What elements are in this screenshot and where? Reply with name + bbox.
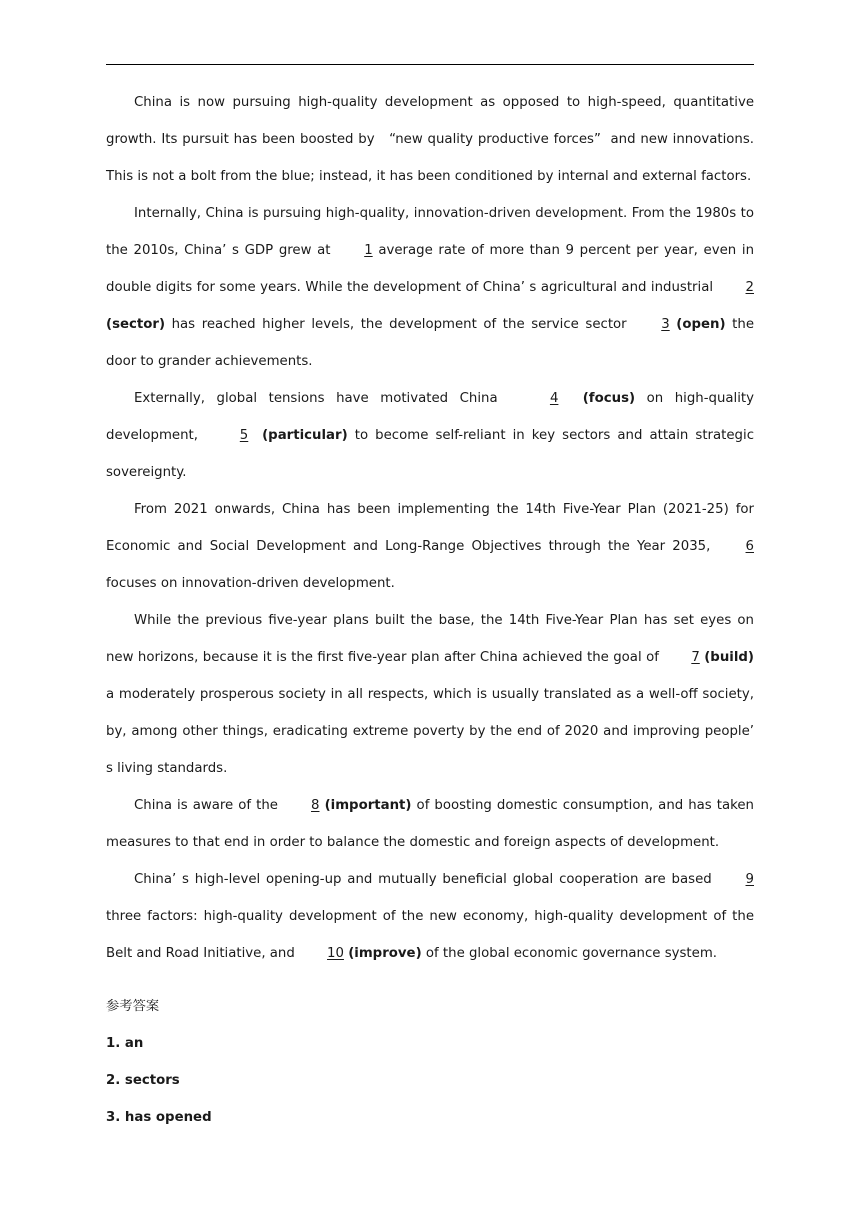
- paragraph-text: a moderately prosperous society in all respects, which is usually translated as a well-off society, by, among other things, eradicating extreme poverty by the end of 2020 and improving people’ s living standards.: [106, 687, 754, 776]
- paragraph-text: the door to grander achievements.: [106, 317, 754, 369]
- paragraph-3: [106, 380, 754, 491]
- paragraph-text: Internally, China is pursuing high-quality, innovation-driven development. From the 1980s to the 2010s, China’ s GDP grew at: [106, 206, 754, 258]
- hint-word-8: (important): [324, 798, 412, 813]
- paragraph-4: [106, 491, 754, 602]
- blank-1: 1: [364, 243, 373, 258]
- paragraph-text: focuses on innovation-driven development.: [106, 576, 395, 591]
- paragraph-text: China is now pursuing high-quality development as opposed to high-speed, quantitative growth. Its pursuit has been boosted by “new quality productive forces” and new innovations. This is not a bolt from the blue; instead, it has been conditioned by internal and external factors.: [106, 95, 754, 184]
- hint-word-4: (focus): [582, 391, 636, 406]
- paragraph-text: While the previous five-year plans built the base, the 14th Five-Year Plan has set eyes on new horizons, because it is the first five-year plan after China achieved the goal of: [106, 613, 754, 665]
- answer-key: [106, 988, 754, 1136]
- hint-word-2: (sector): [106, 317, 166, 332]
- blank-5: 5: [239, 428, 249, 443]
- paragraph-text: China is aware of the: [134, 798, 284, 813]
- blank-7: 7: [691, 650, 700, 665]
- paragraph-text: From 2021 onwards, China has been implementing the 14th Five-Year Plan (2021-25) for Economic and Social Development and Long-Range Objectives through the Year 2035,: [106, 502, 754, 554]
- blank-3: 3: [661, 317, 670, 332]
- paragraph-text: has reached higher levels, the development of the service sector: [165, 317, 634, 332]
- paragraph-text: of the global economic governance system.: [421, 946, 718, 961]
- answer-item: 2. sectors: [106, 1073, 180, 1088]
- hint-word-10: (improve): [348, 946, 422, 961]
- paragraph-text: three factors: high-quality development of the new economy, high-quality development of the Belt and Road Initiative, and: [106, 909, 754, 961]
- paragraph-text: on high-quality development,: [106, 391, 754, 443]
- blank-10: 10: [327, 946, 344, 961]
- paragraph-text: to become self-reliant in key sectors and attain strategic sovereignty.: [106, 428, 754, 480]
- hint-word-5: (particular): [262, 428, 348, 443]
- blank-4: 4: [549, 391, 559, 406]
- blank-9: 9: [745, 872, 754, 887]
- header-rule: [106, 64, 754, 65]
- paragraph-6: [106, 787, 754, 861]
- paragraph-1: [106, 84, 754, 195]
- blank-6: 6: [745, 539, 754, 554]
- hint-word-7: (build): [704, 650, 754, 665]
- paragraph-text: Externally, global tensions have motivated China: [134, 391, 510, 406]
- hint-word-3: (open): [676, 317, 726, 332]
- paragraph-text: of boosting domestic consumption, and has taken measures to that end in order to balance the domestic and foreign aspects of development.: [106, 798, 754, 850]
- answer-key-title: 参考答案: [106, 999, 160, 1014]
- blank-8: 8: [311, 798, 320, 813]
- answer-item: 1. an: [106, 1036, 144, 1051]
- answer-item: 3. has opened: [106, 1110, 212, 1125]
- blank-2: 2: [745, 280, 754, 295]
- paragraph-2: [106, 195, 754, 380]
- document-body: [106, 84, 754, 1136]
- paragraph-text: China’ s high-level opening-up and mutually beneficial global cooperation are based: [134, 872, 718, 887]
- paragraph-5: [106, 602, 754, 787]
- paragraph-text: average rate of more than 9 percent per year, even in double digits for some years. While the development of China’ s agricultural and industrial: [106, 243, 755, 295]
- paragraph-7: [106, 861, 754, 972]
